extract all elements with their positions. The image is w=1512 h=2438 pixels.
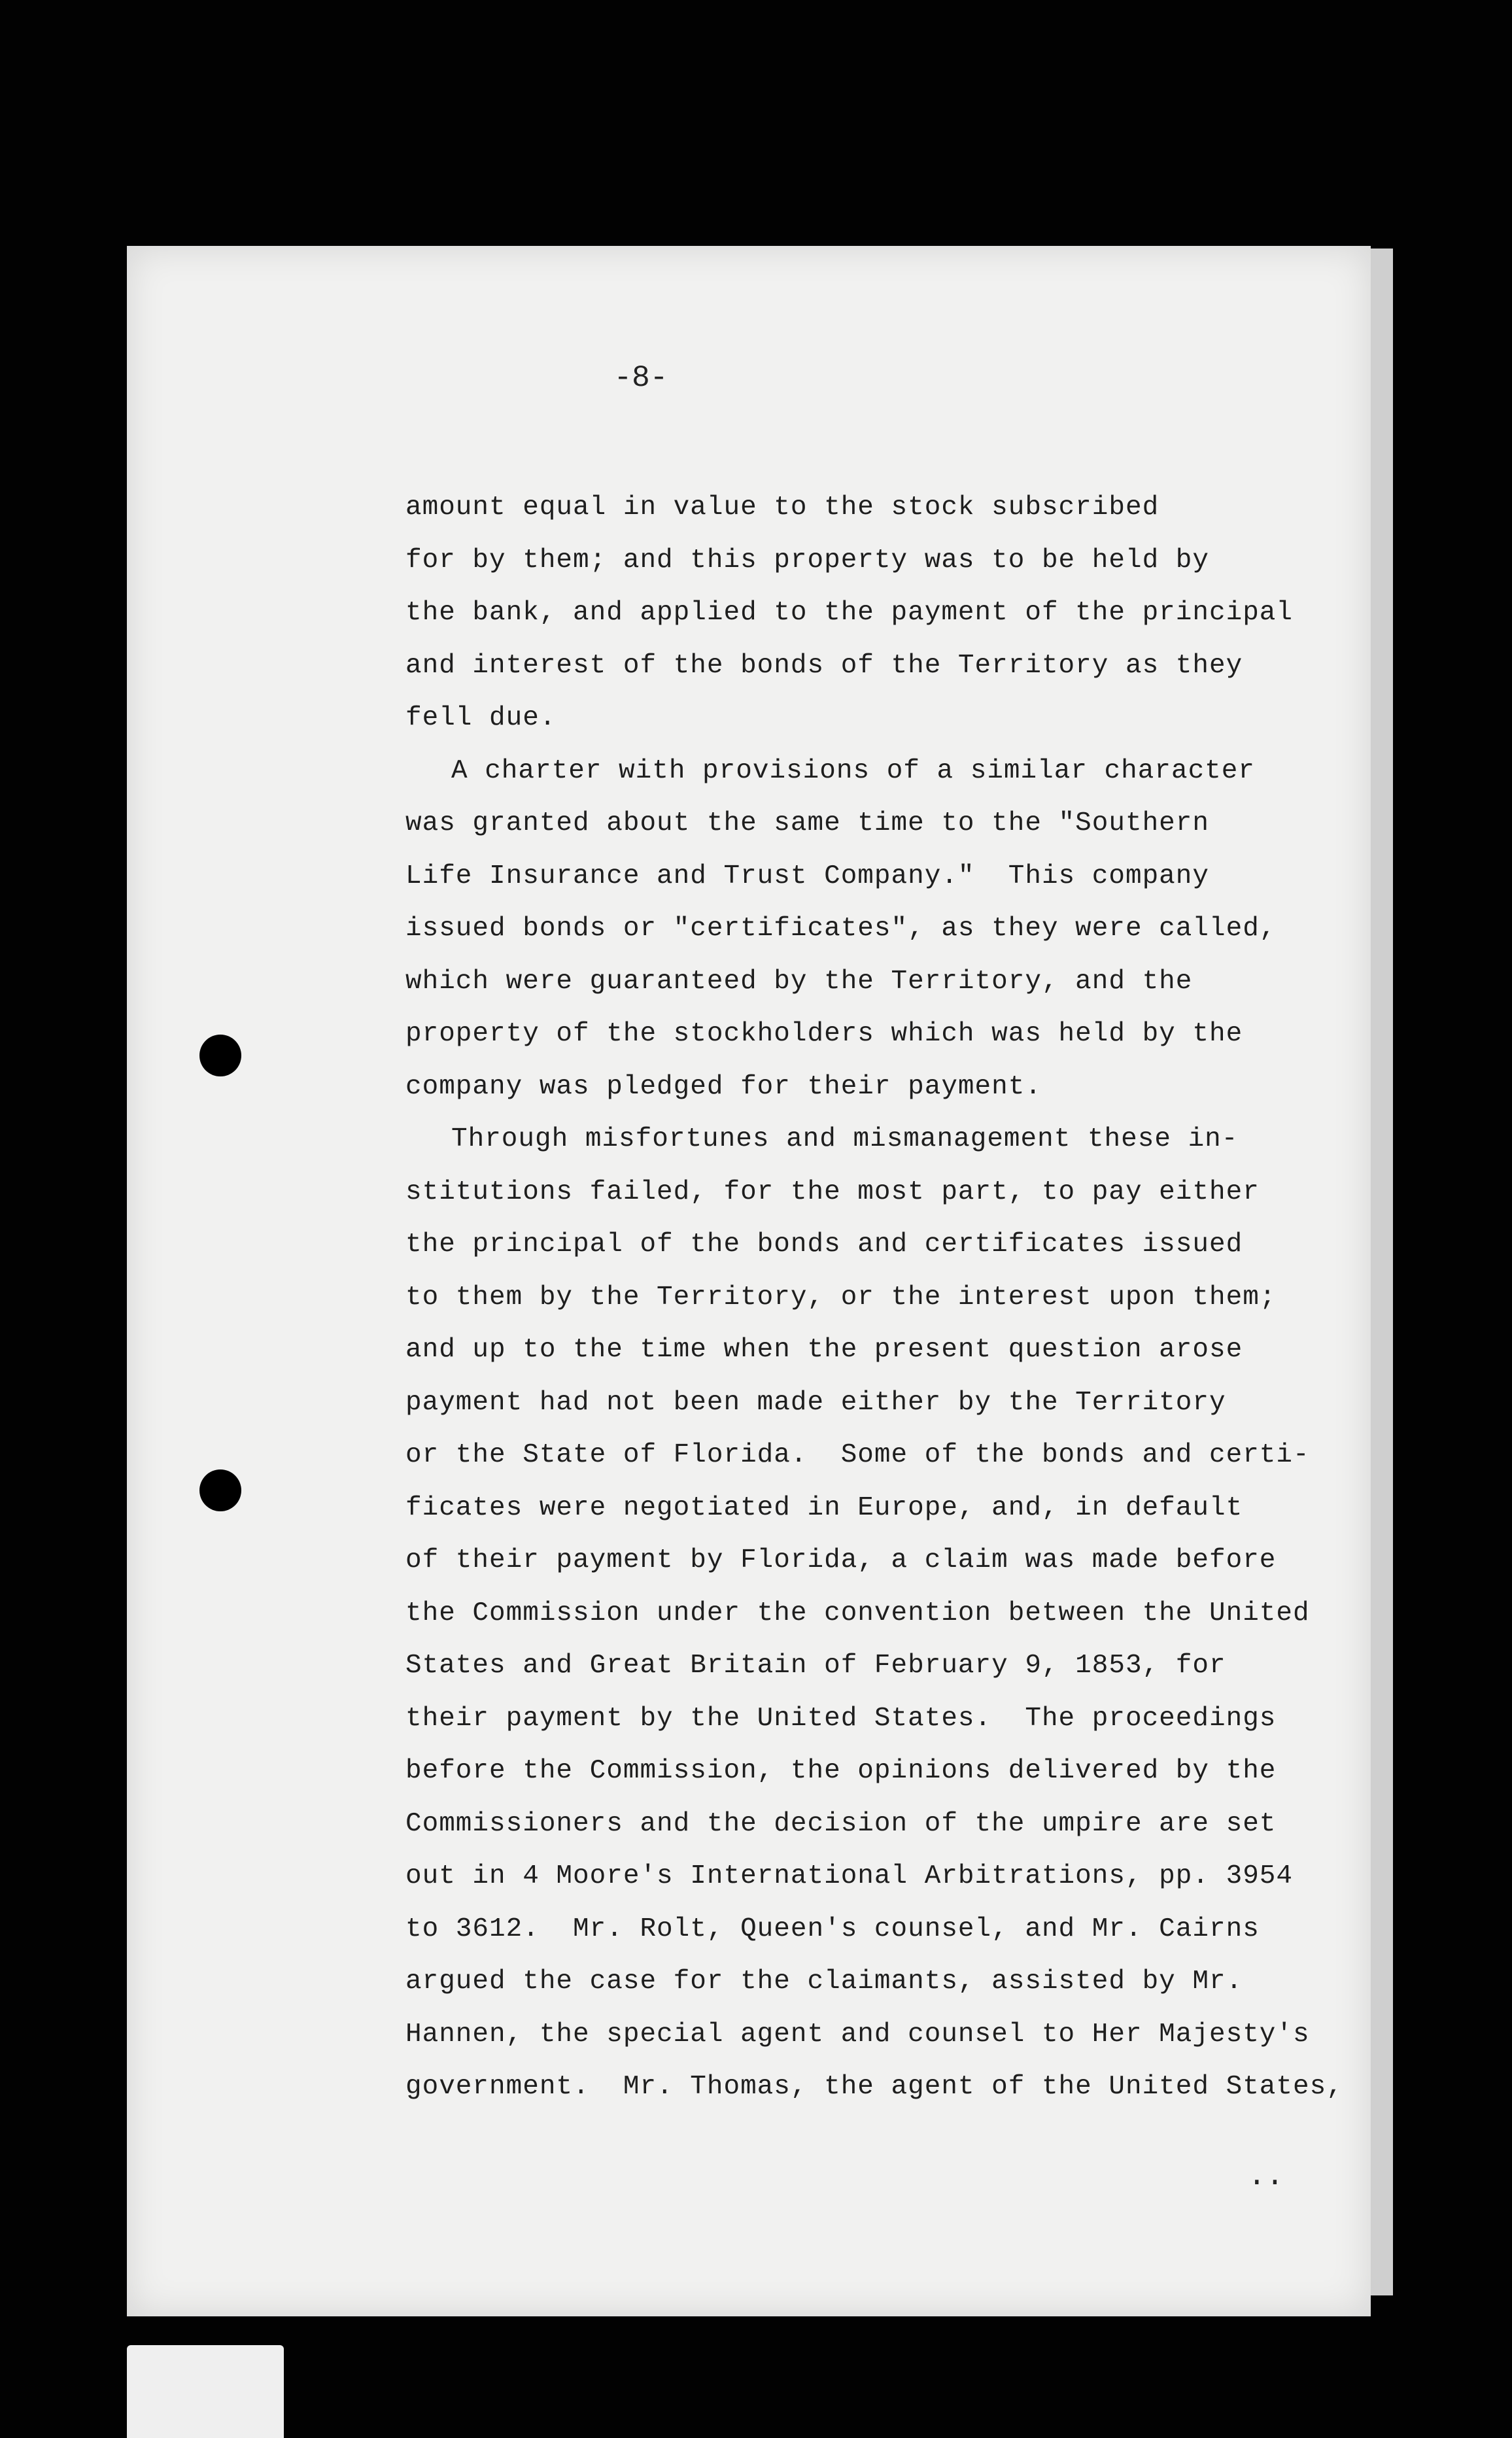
text-line: Through misfortunes and mismanagement these in- (451, 1124, 1239, 1154)
text-line: Hannen, the special agent and counsel to Her Majesty's (405, 2019, 1310, 2050)
text-line: the principal of the bonds and certificates issued (405, 1229, 1243, 1260)
text-line: the Commission under the convention between the United (405, 1598, 1310, 1628)
punch-hole-upper (199, 1035, 241, 1076)
text-line: ficates were negotiated in Europe, and, in default (405, 1492, 1243, 1523)
text-line: fell due. (405, 703, 557, 733)
text-line: their payment by the United States. The proceedings (405, 1703, 1277, 1734)
text-line: before the Commission, the opinions delivered by the (405, 1756, 1277, 1786)
body-text (405, 481, 1343, 2114)
text-line: A charter with provisions of a similar character (451, 755, 1255, 786)
text-line: out in 4 Moore's International Arbitrations, pp. 3954 (405, 1861, 1294, 1891)
text-line: was granted about the same time to the "Southern (405, 808, 1209, 838)
text-line: and up to the time when the present question arose (405, 1335, 1243, 1365)
text-line: to 3612. Mr. Rolt, Queen's counsel, and Mr. Cairns (405, 1914, 1260, 1944)
text-line: of their payment by Florida, a claim was made before (405, 1545, 1277, 1575)
text-line: stitutions failed, for the most part, to pay either (405, 1176, 1260, 1207)
film-label-tab (127, 2345, 284, 2438)
text-line: amount equal in value to the stock subscribed (405, 492, 1160, 523)
text-line: the bank, and applied to the payment of the principal (405, 598, 1294, 628)
text-line: government. Mr. Thomas, the agent of the United States, (405, 2072, 1343, 2102)
text-line: and interest of the bonds of the Territory as they (405, 650, 1243, 681)
continuation-mark: .. (1248, 2159, 1284, 2193)
text-line: for by them; and this property was to be held by (405, 545, 1209, 575)
text-line: which were guaranteed by the Territory, and the (405, 966, 1193, 997)
text-line: property of the stockholders which was held by the (405, 1019, 1243, 1049)
text-line: payment had not been made either by the Territory (405, 1387, 1226, 1418)
paper-edge-shadow (1371, 249, 1393, 2295)
text-line: or the State of Florida. Some of the bonds and certi- (405, 1440, 1310, 1470)
text-line: Commissioners and the decision of the umpire are set (405, 1808, 1277, 1839)
punch-hole-lower (199, 1469, 241, 1511)
text-line: to them by the Territory, or the interest upon them; (405, 1282, 1277, 1313)
text-line: issued bonds or "certificates", as they were called, (405, 914, 1277, 944)
page-number: -8- (613, 361, 668, 395)
text-line: argued the case for the claimants, assisted by Mr. (405, 1966, 1243, 1997)
text-line: States and Great Britain of February 9, 1853, for (405, 1651, 1226, 1681)
text-line: company was pledged for their payment. (405, 1071, 1042, 1102)
text-line: Life Insurance and Trust Company." This company (405, 861, 1209, 891)
